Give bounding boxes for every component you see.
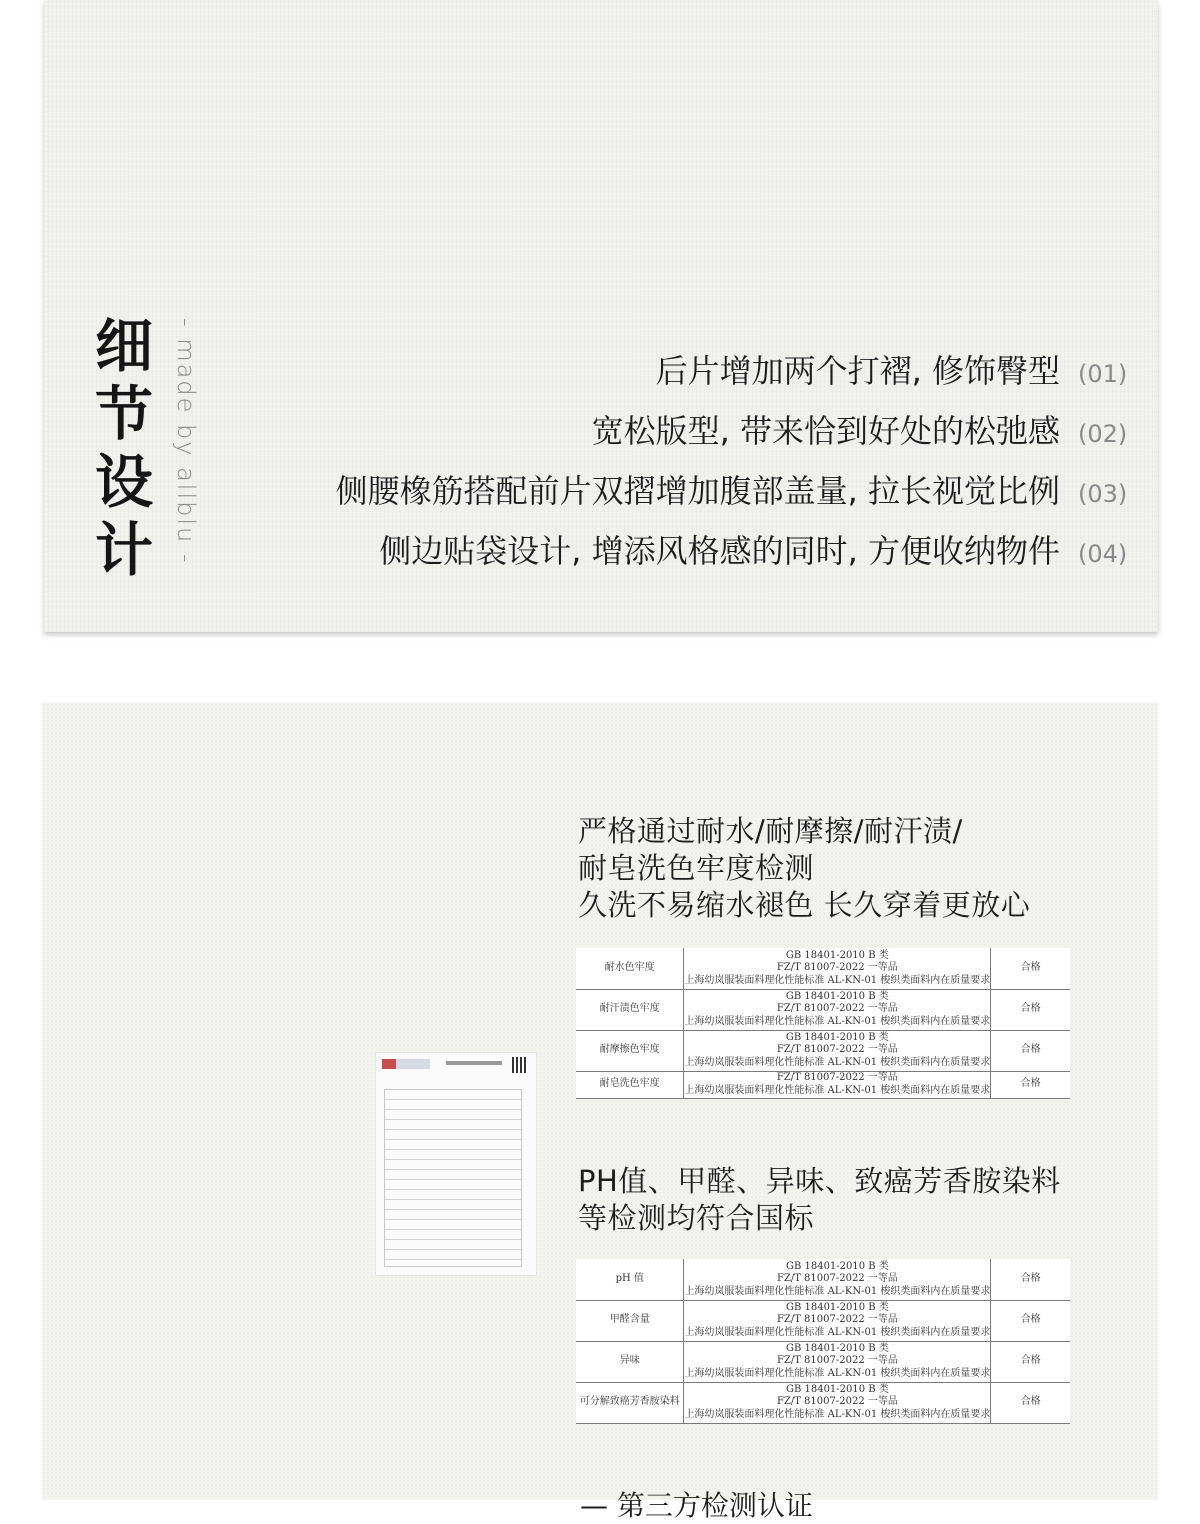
feature-number: (02) bbox=[1078, 420, 1128, 448]
heading-line: 等检测均符合国标 bbox=[578, 1201, 815, 1235]
colorfastness-heading bbox=[578, 813, 1030, 924]
feature-text: 宽松版型, 带来恰到好处的松弛感 bbox=[591, 412, 1060, 450]
standard-line: GB 18401-2010 B 类 bbox=[785, 1260, 889, 1272]
test-item: 可分解致癌芳香胺染料 bbox=[576, 1382, 684, 1423]
feature-text: 后片增加两个打褶, 修饰臀型 bbox=[655, 352, 1060, 390]
test-result: 合格 bbox=[991, 1030, 1070, 1071]
standard-line: 上海幼岚服装面料理化性能标准 AL-KN-01 梭织类面料内在质量要求 bbox=[684, 1408, 991, 1420]
test-result: 合格 bbox=[991, 1300, 1070, 1341]
detail-design-title bbox=[95, 312, 153, 584]
standard-line: FZ/T 81007-2022 一等品 bbox=[776, 1355, 898, 1367]
test-result: 合格 bbox=[991, 948, 1070, 989]
standard-line: FZ/T 81007-2022 一等品 bbox=[776, 1044, 898, 1056]
standard-line: 上海幼岚服装面料理化性能标准 AL-KN-01 梭织类面料内在质量要求 bbox=[684, 1015, 991, 1027]
standard-line: FZ/T 81007-2022 一等品 bbox=[776, 1314, 898, 1326]
test-item: pH 值 bbox=[576, 1259, 684, 1300]
test-standards bbox=[684, 1300, 991, 1341]
qr-code-icon bbox=[512, 1057, 528, 1073]
standard-line: 上海幼岚服装面料理化性能标准 AL-KN-01 梭织类面料内在质量要求 bbox=[684, 1285, 991, 1297]
standard-line: FZ/T 81007-2022 一等品 bbox=[776, 1396, 898, 1408]
standard-line: GB 18401-2010 B 类 bbox=[785, 1383, 889, 1395]
table-row bbox=[576, 948, 1070, 989]
test-standards bbox=[684, 1071, 991, 1098]
standard-line: FZ/T 81007-2022 一等品 bbox=[776, 1273, 898, 1284]
heading-line: 久洗不易缩水褪色 长久穿着更放心 bbox=[578, 888, 1031, 922]
standard-line: 上海幼岚服装面料理化性能标准 AL-KN-01 梭织类面料内在质量要求 bbox=[684, 1084, 991, 1096]
standard-line: 上海幼岚服装面料理化性能标准 AL-KN-01 梭织类面料内在质量要求 bbox=[684, 1056, 991, 1068]
test-standards bbox=[684, 948, 991, 989]
test-result: 合格 bbox=[991, 989, 1070, 1030]
feature-text: 侧边贴袋设计, 增添风格感的同时, 方便收纳物件 bbox=[379, 532, 1060, 570]
standard-line: FZ/T 81007-2022 一等品 bbox=[776, 1003, 898, 1015]
test-result: 合格 bbox=[991, 1071, 1070, 1098]
table-row bbox=[576, 1382, 1070, 1423]
report-logo-mark bbox=[382, 1059, 396, 1069]
standard-line: GB 18401-2010 B 类 bbox=[785, 1031, 889, 1043]
standard-line: FZ/T 81007-2022 一等品 bbox=[776, 1072, 898, 1083]
table-row bbox=[576, 1341, 1070, 1382]
feature-item bbox=[592, 406, 1130, 452]
test-standards bbox=[684, 1382, 991, 1423]
feature-item bbox=[336, 466, 1130, 512]
heading-line: PH值、甲醛、异味、致癌芳香胺染料 bbox=[578, 1164, 1061, 1198]
feature-text: 侧腰橡筋搭配前片双摺增加腹部盖量, 拉长视觉比例 bbox=[335, 472, 1060, 510]
report-header bbox=[446, 1061, 502, 1065]
table-row bbox=[576, 989, 1070, 1030]
chemical-safety-table bbox=[576, 1259, 1070, 1424]
title-char: 计 bbox=[95, 516, 154, 584]
next-section-heading: — 第三方检测认证 bbox=[580, 1489, 813, 1522]
test-result: 合格 bbox=[991, 1259, 1070, 1300]
standard-line: GB 18401-2010 B 类 bbox=[785, 949, 889, 961]
test-result: 合格 bbox=[991, 1382, 1070, 1423]
colorfastness-table bbox=[576, 948, 1070, 1099]
report-table bbox=[384, 1089, 522, 1267]
made-by-caption: - made by allblu - bbox=[172, 318, 200, 565]
table-row bbox=[576, 1300, 1070, 1341]
standard-line: FZ/T 81007-2022 一等品 bbox=[776, 962, 898, 973]
test-standards bbox=[684, 1030, 991, 1071]
chemical-safety-heading bbox=[578, 1163, 1061, 1237]
test-item: 耐摩擦色牢度 bbox=[576, 1030, 684, 1071]
test-item: 异味 bbox=[576, 1341, 684, 1382]
feature-number: (04) bbox=[1078, 540, 1128, 568]
test-item: 耐皂洗色牢度 bbox=[576, 1071, 684, 1098]
test-item: 甲醛含量 bbox=[576, 1300, 684, 1341]
standard-line: GB 18401-2010 B 类 bbox=[785, 1301, 889, 1313]
table-row bbox=[576, 1071, 1070, 1098]
test-item: 耐水色牢度 bbox=[576, 948, 684, 989]
test-result: 合格 bbox=[991, 1341, 1070, 1382]
table-row bbox=[576, 1259, 1070, 1300]
test-standards bbox=[684, 1341, 991, 1382]
test-standards bbox=[684, 989, 991, 1030]
standard-line: 上海幼岚服装面料理化性能标准 AL-KN-01 梭织类面料内在质量要求 bbox=[684, 1326, 991, 1338]
feature-item bbox=[656, 346, 1130, 392]
standard-line: 上海幼岚服装面料理化性能标准 AL-KN-01 梭织类面料内在质量要求 bbox=[684, 974, 991, 986]
title-char: 设 bbox=[95, 448, 154, 516]
feature-number: (01) bbox=[1078, 360, 1128, 388]
feature-number: (03) bbox=[1078, 480, 1128, 508]
table-row bbox=[576, 1030, 1070, 1071]
title-char: 细 bbox=[95, 312, 154, 380]
heading-line: 严格通过耐水/耐摩擦/耐汗渍/ bbox=[578, 814, 963, 848]
heading-line: 耐皂洗色牢度检测 bbox=[578, 851, 815, 885]
standard-line: GB 18401-2010 B 类 bbox=[785, 1342, 889, 1354]
standard-line: 上海幼岚服装面料理化性能标准 AL-KN-01 梭织类面料内在质量要求 bbox=[684, 1367, 991, 1379]
test-item: 耐汗渍色牢度 bbox=[576, 989, 684, 1030]
test-standards bbox=[684, 1259, 991, 1300]
title-char: 节 bbox=[95, 380, 154, 448]
feature-item bbox=[379, 526, 1130, 572]
test-report-image bbox=[376, 1053, 536, 1275]
standard-line: GB 18401-2010 B 类 bbox=[785, 990, 889, 1002]
